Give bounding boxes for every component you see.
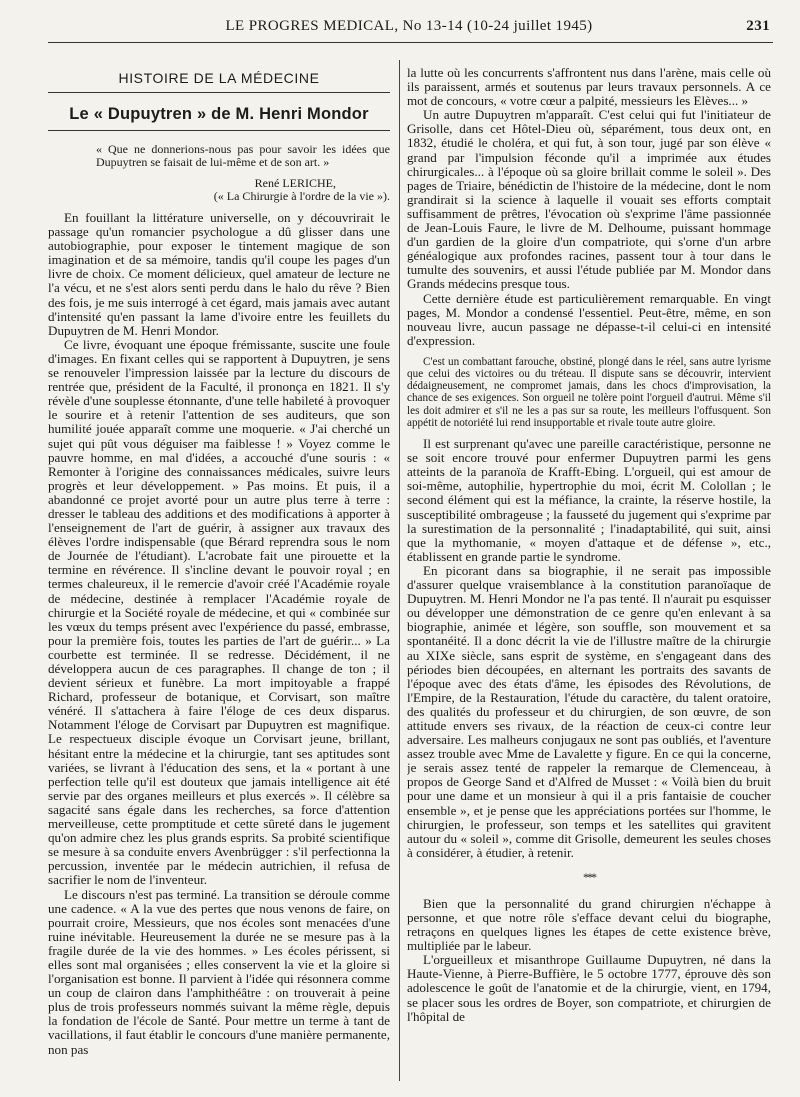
paragraph: Un autre Dupuytren m'apparaît. C'est celui qui fut l'initiateur de Grisolle, dans cet Hôtel-Dieu où, séparément, tous deux ont, en 1832, étudié le choléra, et qui fut, à son tour, jugé par son élève « grand par l'impulsion féconde qu'il a imprimée aux études chirurgicales... à l'époque où sa gloire brillait comme le soleil ». Des pages de Triaire, bénédictin de l'histoire de la médecine, dont le nom grandirait si la science à laquelle il vouait ses efforts comptait suffisamment de prêtres, l'évocation où s'exprime l'âme passionnée de Jean-Louis Faure, le livre de M. Delhoume, puissant hommage d'un gardien de la gloire d'un compatriote, qui s'orne d'un arbre généalogique aux profondes racines, passent tour à tour dans le tumulte des souvenirs, et aussi l'étude publiée par M. Mondor dans Grands médecins presque tous. [407, 107, 771, 292]
column-divider [399, 60, 400, 1081]
section-separator: *** [583, 869, 595, 884]
left-column [48, 66, 390, 1057]
epigraph-quote: « Que ne donnerions-nous pas pour savoir les idées que Dupuytren se faisait de lui-même et de son art. » [96, 142, 390, 169]
paragraph: En picorant dans sa biographie, il ne serait pas impossible d'assurer quelque vraisemblance à la constitution paranoïaque de Dupuytren. M. Henri Mondor ne l'a pas tenté. Il n'aurait pu esquisser ou développer une démonstration de ce genre qu'en enlevant à sa biographie, animée et légère, son souffle, son mouvement et sa spontanéité. Il a donc décrit la vie de l'illustre maître de la chirurgie au XIXe siècle, sans esprit de système, en s'engageant dans des périodes bien découpées, en alternant les portraits des savants de l'époque avec des états d'âme, les épisodes des Révolutions, de l'Empire, de la Restauration, l'étude du caractère, du talent oratoire, des qualités du professeur et du chirurgien, de son œuvre, de son attitude envers ses rivaux, de la réaction de ceux-ci contre leur adversaire. Les malheurs conjugaux ne sont pas oubliés, et l'aventure assez trouble avec Mme de Lavalette y figure. En ce qui la concerne, je serais assez tenté de rappeler la remarque de Clemenceau, à propos de George Sand et d'Alfred de Musset : « Voilà bien du bruit pour une dame et un monsieur à qui il a pris fantaisie de coucher ensemble », et je pense que les appréciations portées sur l'homme, le chirurgien, le professeur, son temps et les satellites qui gravitent autour du « soleil », comme dit Grisolle, demeurent les seules choses à considérer, à étudier, à retenir. [407, 562, 771, 860]
right-column [407, 66, 771, 1024]
running-header [48, 18, 770, 40]
section-rule [48, 92, 390, 93]
section-title: HISTOIRE DE LA MÉDECINE [118, 70, 320, 86]
page-number: 231 [746, 18, 770, 34]
header-rule [48, 42, 773, 43]
quoted-passage: C'est un combattant farouche, obstiné, plongé dans le réel, sans autre lyrisme que celui des victoires ou du tréteau. Il dispute sans se découvrir, intervient dédaigneusement, ne compromet jamais, dans les chocs d'improvisation, la chance de ses exigences. Son orgueil ne tolère point l'orgueil d'autrui. Même s'il les doit admirer et s'il ne les a pas sur sa route, les meilleurs l'offusquent. Son appétit de notoriété lui rend insupportable et rivale toute autre gloire. [407, 355, 771, 429]
paragraph-continued: la lutte où les concurrents s'affrontent nus dans l'arène, mais celle où ils paraissent, armés et soutenus par leurs travaux personnels. A ce mot de concours, « votre cœur a palpité, messieurs les Elèves... » [407, 66, 771, 109]
article-title: Le « Dupuytren » de M. Henri Mondor [69, 105, 369, 123]
paragraph: En fouillant la littérature universelle, on y découvrirait le passage qu'un romancier psychologue a dû glisser dans une autobiographie, pour exposer le tintement magique de son imagination et de sa mémoire, tandis qu'il coupe les pages d'un livre de choix. Ce moment délicieux, quel amateur de lecture ne l'a vécu, et ne s'est alors senti perdu dans le halo du rêve ? Bien des fois, je me suis interrogé à cet égard, mais jamais avec autant d'intensité qu'en passant la lame d'ivoire entre les feuillets du Dupuytren de M. Henri Mondor. [48, 210, 390, 338]
paragraph: Le discours n'est pas terminé. La transition se déroule comme une cadence. « A la vue des pertes que nous venons de faire, on pourrait croire, Messieurs, que nos écoles sont menacées d'une ruine inévitable. Heureusement la durée ne se mesure pas à la fragile durée de la vie des hommes. » Les écoles périssent, si elles sont mal organisées ; elles conservent la vie et la gloire si l'organisation est bonne. Il parvient à l'idée qui résonnera comme un coup de clairon dans l'amphithéâtre : on trouverait à peine plus de trois professeurs nommés suivant la même règle, depuis la fondation de l'école de Santé. Pour mettre un terme à tant de vacillations, il faut établir le concours d'une manière permanente, non pas [48, 886, 390, 1057]
epigraph-source: (« La Chirurgie à l'ordre de la vie »). [213, 189, 390, 203]
paragraph: Ce livre, évoquant une époque frémissante, suscite une foule d'images. En fixant celles qui se rapportent à Dupuytren, je sens se renouveler l'impression laissée par la lecture du discours de rentrée que, président de la Faculté, il prononça en 1821. Il s'y révèle d'une souplesse étonnante, d'une telle habileté à provoquer le sourire et à retenir l'attention de ses auditeurs, que son humilité jouée apparaît comme une moquerie. « J'ai cherché un sujet qui pût vous déguiser ma faiblesse ! » Voyez comme le pauvre homme, en mal d'idées, a accouché d'une souris : « Remonter à l'origine des connaissances médicales, suivre leurs progrès et leur développement. » Pas moins. Et puis, il a abandonné ce projet avorté pour un autre plus terre à terre : dresser le tableau des additions et des modifications à apporter à l'enseignement de l'art de guérir, à assigner aux travaux des élèves l'ordre indispensable (que Bérard reprendra sous le nom de Journée de l'étudiant). L'acrobate fait une pirouette et la termine en révérence. Il s'incline devant le pouvoir royal ; en termes chaleureux, il le remercie d'avoir créé l'Académie royale de médecine, destinée à remplacer l'Académie royale de chirurgie et la Société royale de médecine, et qui « combinée sur les vœux du temps présent avec l'expérience du passé, embrasse, pour la première fois, toutes les parties de l'art de guérir... » La courbette est terminée. Il se redresse. Décidément, il ne développera aucun de ces paragraphes. Il change de ton ; il devient sérieux et funèbre. La mort impitoyable a frappé Richard, professeur de botanique, et Corvisart, son maître vénéré. Il s'attachera à faire l'éloge de ces deux disparus. Notamment l'éloge de Corvisart par Dupuytren est magnifique. Le respectueux disciple évoque un Corvisart jeune, brillant, hésitant entre la médecine et la chirurgie, tant ses aptitudes sont variées, se livrant à l'éducation des sens, et la « portant à une perfection telle qu'il est douteux que jamais intelligence ait été servie par des organes meilleurs et plus exercés ». Il célèbre sa sagacité sans égale dans les recherches, sa force d'attention merveilleuse, cette promptitude et cette sûreté dans le jugement qu'on admire chez les plus grands esprits. Sa probité scientifique se mesure à sa conduite envers Avenbrügger : s'il perfectionna la percussion, inventée par le médecin autrichien, il refusa de sacrifier le nom de l'inventeur. [48, 336, 390, 888]
paragraph: L'orgueilleux et misanthrope Guillaume Dupuytren, né dans la Haute-Vienne, à Pierre-Buffière, le 5 octobre 1777, éprouve dès son adolescence le goût de l'anatomie et de la chirurgie, vient, en 1794, se placer sous les ordres de Boyer, son compatriote, et chirurgien de l'hôpital de [407, 952, 771, 1024]
paragraph: Il est surprenant qu'avec une pareille caractéristique, personne ne se soit encore trouvé pour enfermer Dupuytren parmi les gens atteints de la paranoïa de Krafft-Ebing. L'orgueil, qui est amour de soi-même, autophilie, hypertrophie du moi, écrit M. Colollan ; le second élément qui est la méfiance, la crainte, la réserve hostile, la susceptibilité ombrageuse ; la fausseté du jugement qui s'exprime par la surestimation de la personnalité ; l'inadaptabilité, qui suit, ainsi que la mythomanie, « moyen d'attaque et de défense », etc., établissent en grande partie le syndrome. [407, 436, 771, 564]
title-rule [48, 130, 390, 131]
epigraph-author: René LERICHE, [254, 176, 336, 190]
journal-header: LE PROGRES MEDICAL, No 13-14 (10-24 juillet 1945) [225, 18, 593, 34]
paragraph: Bien que la personnalité du grand chirurgien n'échappe à personne, et que notre rôle s'efface devant celui du biographe, retraçons en quelques lignes les étapes de cette existence brève, multipliée par le labeur. [407, 895, 771, 954]
paragraph: Cette dernière étude est particulièrement remarquable. En vingt pages, M. Mondor a condensé l'essentiel. Peut-être, même, en son nouveau livre, aucun passage ne dépasse-t-il celui-ci en intensité d'expression. [407, 290, 771, 348]
